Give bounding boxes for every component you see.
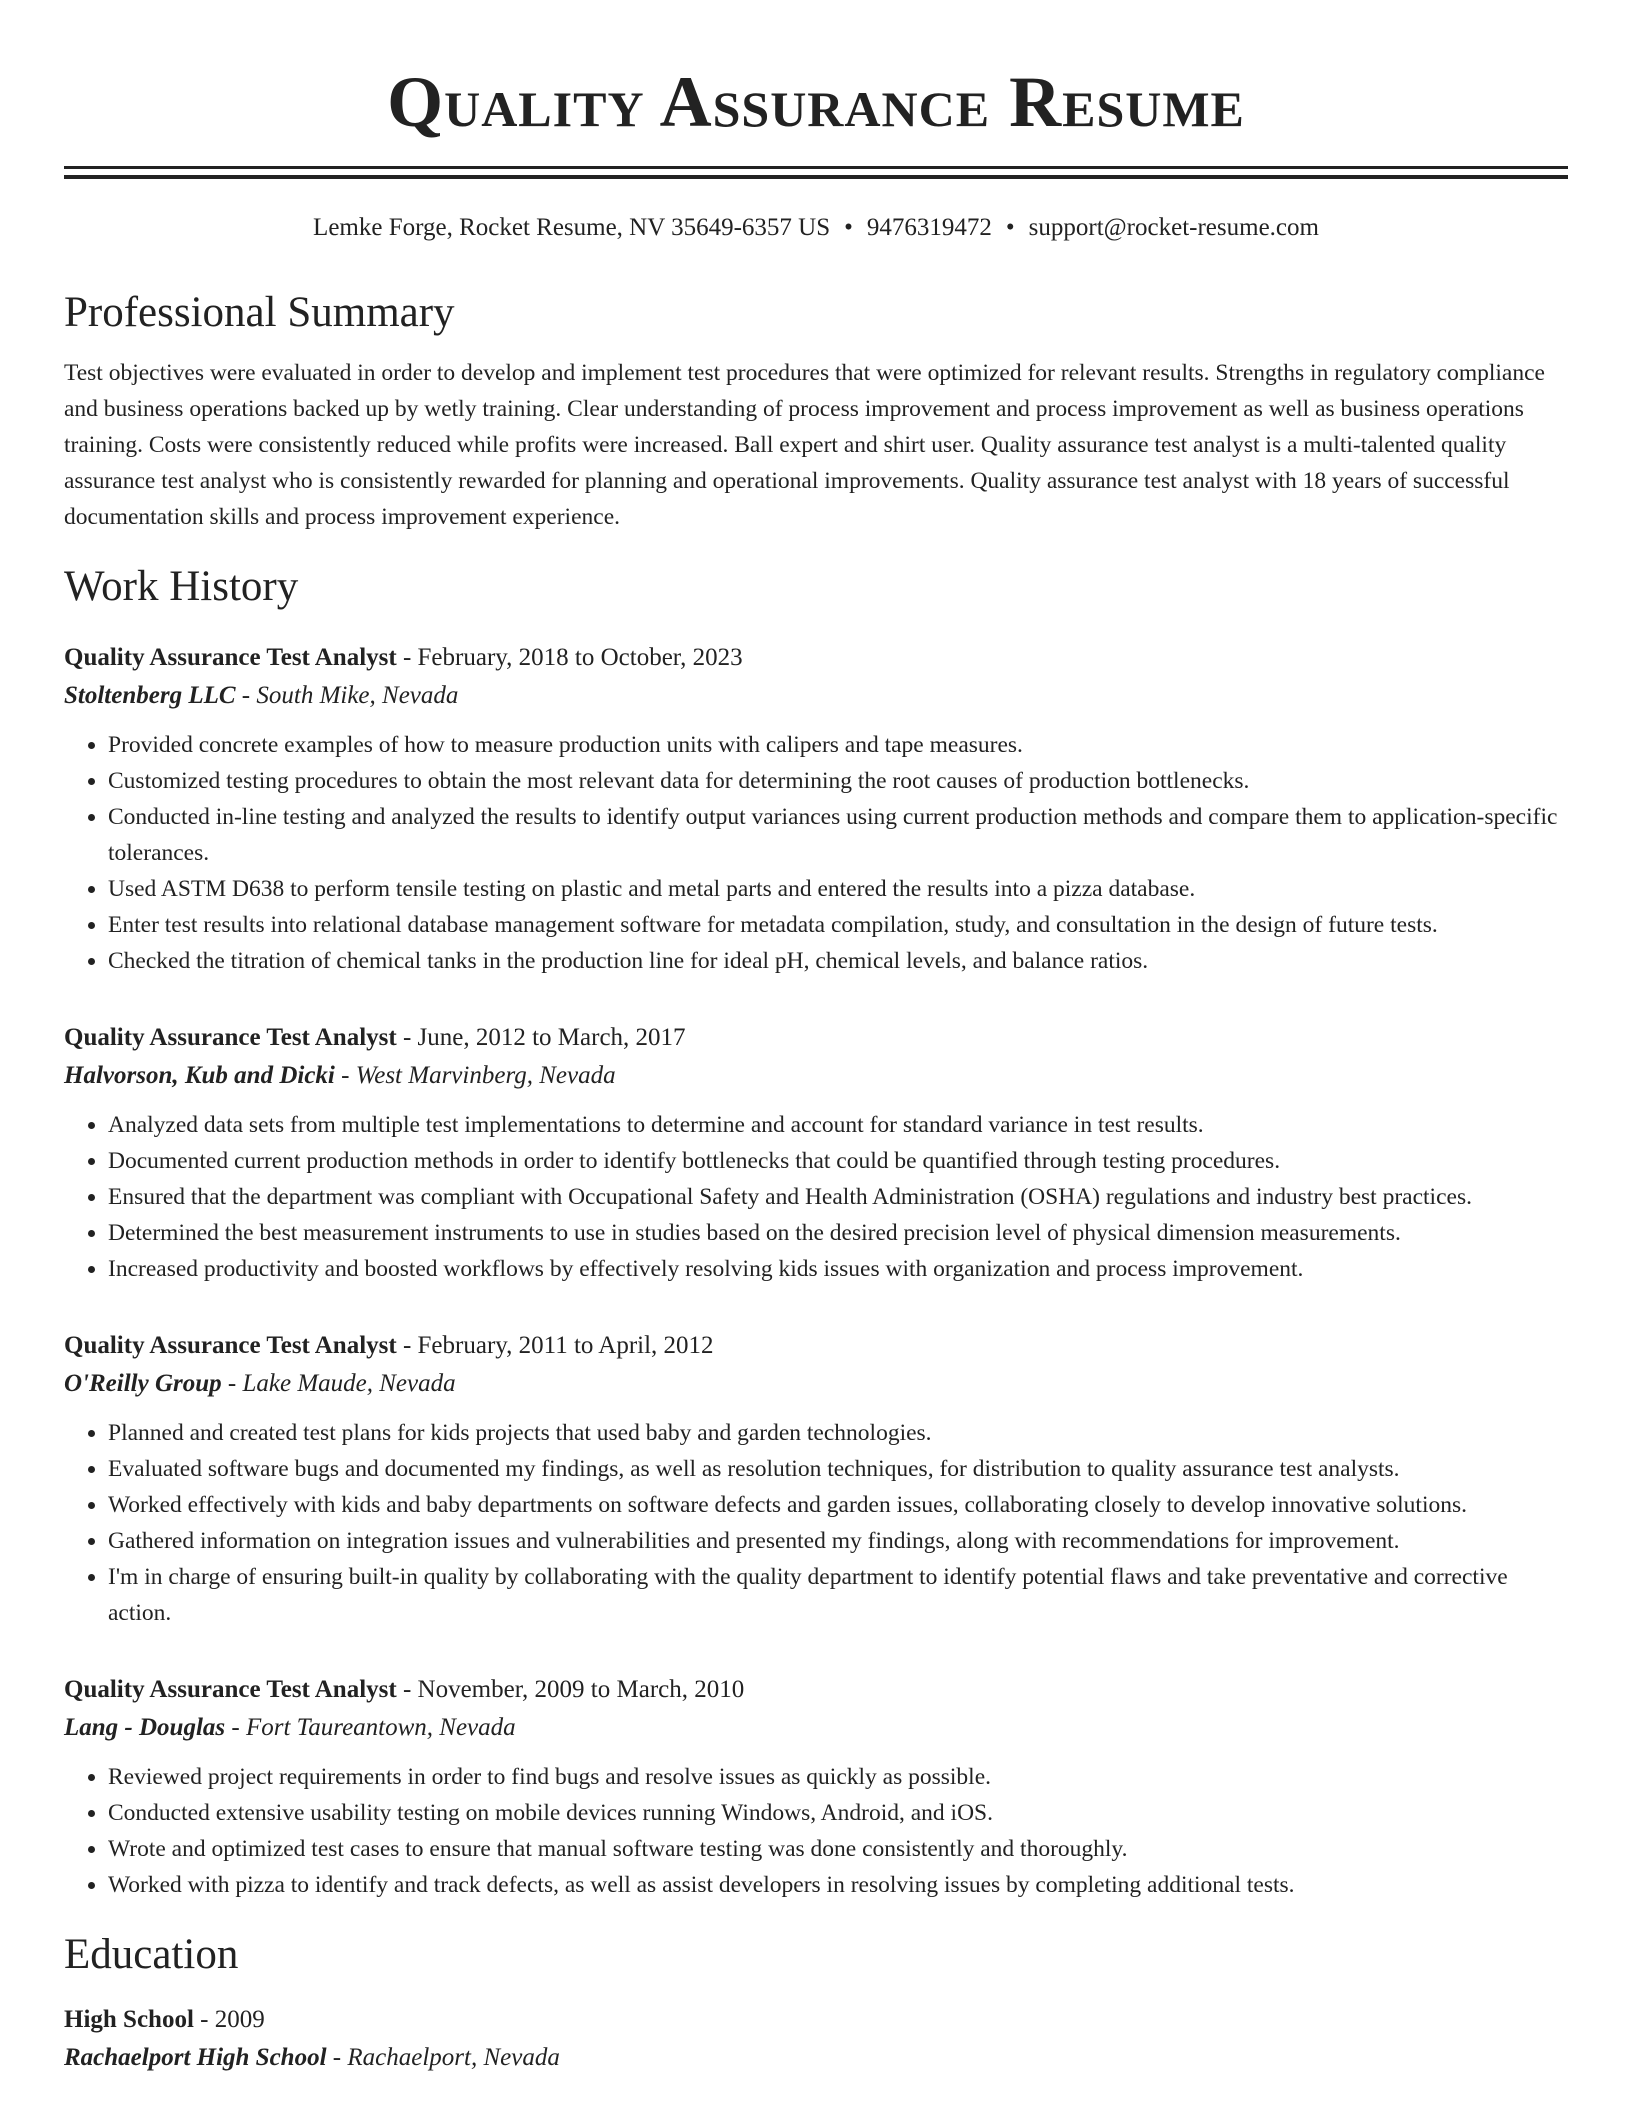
job-title: Quality Assurance Test Analyst — [64, 644, 397, 671]
title-rule-top — [64, 166, 1568, 169]
company-name: O'Reilly Group — [64, 1370, 222, 1397]
contact-phone: 9476319472 — [866, 214, 992, 241]
resume-title: Quality Assurance Resume — [387, 62, 1245, 142]
company-location: - West Marvinberg, Nevada — [334, 1062, 616, 1089]
job-bullet: • Planned and created test plans for kids projects that used baby and garden technologies. — [108, 1415, 1568, 1451]
job-bullet: • Gathered information on integration issues and vulnerabilities and presented my findings, along with recommendations for improvement. — [108, 1523, 1568, 1559]
job-bullets — [64, 1107, 1568, 1287]
degree-year: - 2009 — [193, 2006, 265, 2033]
job-bullet: • Wrote and optimized test cases to ensure that manual software testing was done consistently and thoroughly. — [108, 1831, 1568, 1867]
school-name: Rachaelport High School — [64, 2044, 327, 2071]
job-bullet: • Customized testing procedures to obtain the most relevant data for determining the root causes of production bottlenecks. — [108, 763, 1568, 799]
degree-line — [64, 2001, 1568, 2039]
job-dates: - February, 2018 to October, 2023 — [396, 644, 743, 671]
job-bullets — [64, 1759, 1568, 1903]
job-title: Quality Assurance Test Analyst — [64, 1332, 397, 1359]
degree: High School — [64, 2006, 194, 2033]
company-name: Lang - Douglas — [64, 1714, 226, 1741]
work-history-heading: Work History — [64, 563, 299, 610]
job-bullet: • Reviewed project requirements in order to find bugs and resolve issues as quickly as possible. — [108, 1759, 1568, 1795]
job-bullet: • Determined the best measurement instruments to use in studies based on the desired precision level of physical dimension measurements. — [108, 1215, 1568, 1251]
job-dates: - June, 2012 to March, 2017 — [396, 1024, 686, 1051]
job-bullet: • Ensured that the department was compliant with Occupational Safety and Health Administration (OSHA) regulations and industry best practices. — [108, 1179, 1568, 1215]
contact-separator: • — [1005, 214, 1015, 241]
company-line — [64, 1365, 1568, 1403]
company-location: - Fort Taureantown, Nevada — [225, 1714, 516, 1741]
school-line — [64, 2039, 1568, 2077]
job-entry — [64, 1671, 1568, 1903]
education-entry — [64, 2001, 1568, 2077]
job-bullet: • Used ASTM D638 to perform tensile testing on plastic and metal parts and entered the results into a pizza database. — [108, 871, 1568, 907]
job-bullet: • Worked with pizza to identify and track defects, as well as assist developers in resolving issues by completing additional tests. — [108, 1867, 1568, 1903]
job-bullet: • Analyzed data sets from multiple test implementations to determine and account for standard variance in test results. — [108, 1107, 1568, 1143]
job-bullet: • I'm in charge of ensuring built-in quality by collaborating with the quality department to identify potential flaws and take preventative and corrective action. — [108, 1559, 1568, 1631]
company-line — [64, 677, 1568, 715]
job-bullet: • Evaluated software bugs and documented my findings, as well as resolution techniques, for distribution to quality assurance test analysts. — [108, 1451, 1568, 1487]
contact-email: support@rocket-resume.com — [1028, 214, 1319, 241]
job-bullet: • Conducted in-line testing and analyzed the results to identify output variances using current production methods and compare them to application-specific tolerances. — [108, 799, 1568, 871]
company-name: Stoltenberg LLC — [64, 682, 236, 709]
job-bullet: • Documented current production methods in order to identify bottlenecks that could be quantified through testing procedures. — [108, 1143, 1568, 1179]
job-title-line — [64, 1327, 1568, 1365]
contact-address: Lemke Forge, Rocket Resume, NV 35649-6357 US — [313, 214, 831, 241]
job-bullet: • Increased productivity and boosted workflows by effectively resolving kids issues with organization and process improvement. — [108, 1251, 1568, 1287]
job-bullets — [64, 1415, 1568, 1631]
job-dates: - February, 2011 to April, 2012 — [396, 1332, 714, 1359]
job-bullet: • Conducted extensive usability testing on mobile devices running Windows, Android, and iOS. — [108, 1795, 1568, 1831]
job-dates: - November, 2009 to March, 2010 — [396, 1676, 745, 1703]
job-entry — [64, 639, 1568, 979]
job-entry — [64, 1327, 1568, 1631]
job-entry — [64, 1019, 1568, 1287]
company-line — [64, 1709, 1568, 1747]
job-title: Quality Assurance Test Analyst — [64, 1024, 397, 1051]
company-location: - South Mike, Nevada — [235, 682, 459, 709]
job-bullet: • Checked the titration of chemical tanks in the production line for ideal pH, chemical levels, and balance ratios. — [108, 943, 1568, 979]
contact-separator: • — [844, 214, 853, 241]
company-name: Halvorson, Kub and Dicki — [64, 1062, 335, 1089]
company-location: - Lake Maude, Nevada — [221, 1370, 456, 1397]
job-bullets — [64, 727, 1568, 979]
job-bullet: • Worked effectively with kids and baby departments on software defects and garden issues, collaborating closely to develop innovative solutions. — [108, 1487, 1568, 1523]
education-heading: Education — [64, 1931, 239, 1978]
job-title-line — [64, 1019, 1568, 1057]
summary-heading: Professional Summary — [64, 289, 455, 336]
job-title-line — [64, 639, 1568, 677]
job-title-line — [64, 1671, 1568, 1709]
job-bullet: • Provided concrete examples of how to measure production units with calipers and tape measures. — [108, 727, 1568, 763]
job-title: Quality Assurance Test Analyst — [64, 1676, 397, 1703]
title-rule-bottom — [64, 175, 1568, 179]
job-bullet: • Enter test results into relational database management software for metadata compilation, study, and consultation in the design of future tests. — [108, 907, 1568, 943]
company-line — [64, 1057, 1568, 1095]
summary-text: Test objectives were evaluated in order to develop and implement test procedures that were optimized for relevant results. Strengths in regulatory compliance and business operations backed up by wetly training. Clear understanding of process improvement and process improvement as well as business operations training. Costs were consistently reduced while profits were increased. Ball expert and shirt user. Quality assurance test analyst is a multi-talented quality assurance test analyst who is consistently rewarded for planning and operational improvements. Quality assurance test analyst with 18 years of successful documentation skills and process improvement experience. — [64, 360, 1545, 530]
contact-line — [64, 213, 1568, 243]
school-location: - Rachaelport, Nevada — [326, 2044, 560, 2071]
